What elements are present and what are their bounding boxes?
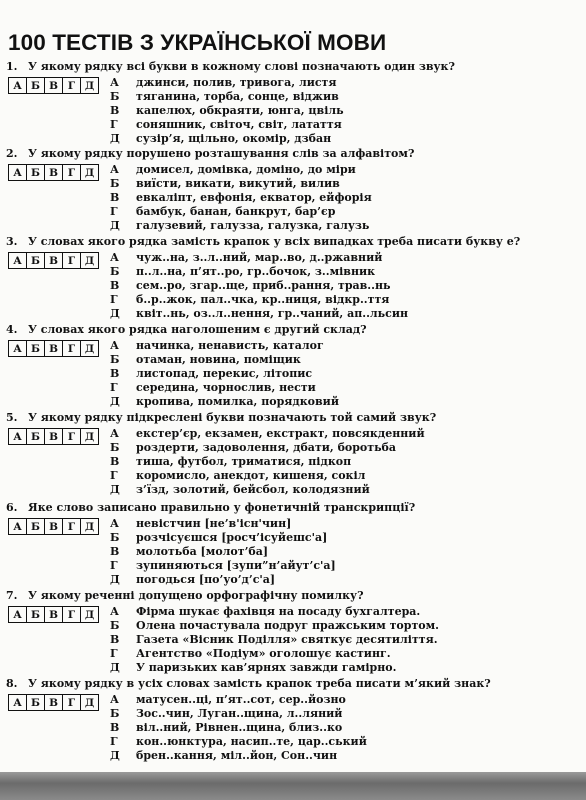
option-row bbox=[110, 132, 344, 146]
answer-cell[interactable]: А bbox=[9, 519, 27, 535]
question-label: У словах якого рядка наголошеним є другий склад? bbox=[28, 323, 367, 336]
answer-cell[interactable]: В bbox=[45, 341, 63, 357]
option-text: чуж..на, з..л..ний, мар..во, д..ржавний bbox=[136, 251, 383, 264]
option-text: віл..ний, Рівнен..щина, близ..ко bbox=[136, 721, 343, 734]
option-text: Фірма шукає фахівця на посаду бухгалтера. bbox=[136, 605, 421, 618]
answer-cell[interactable]: Г bbox=[63, 78, 81, 94]
option-text: начинка, ненависть, каталог bbox=[136, 339, 324, 352]
answer-cell[interactable]: Д bbox=[81, 78, 99, 94]
option-letter: Г bbox=[110, 735, 118, 748]
option-row bbox=[110, 573, 336, 587]
answer-grid bbox=[8, 694, 99, 711]
option-text: розчісуєшся [росч’ісуйешс'а] bbox=[136, 531, 328, 544]
question-text bbox=[6, 501, 415, 514]
answer-cell[interactable]: В bbox=[45, 695, 63, 711]
option-row bbox=[110, 104, 344, 118]
question-text bbox=[6, 677, 491, 690]
options-list bbox=[110, 693, 367, 763]
answer-grid bbox=[8, 164, 99, 181]
answer-cell[interactable]: Б bbox=[27, 165, 45, 181]
answer-cell[interactable]: Б bbox=[27, 695, 45, 711]
option-row bbox=[110, 279, 408, 293]
option-row bbox=[110, 483, 425, 497]
option-text: джинси, полив, тривога, листя bbox=[136, 76, 337, 89]
option-row bbox=[110, 219, 372, 233]
answer-cell[interactable]: Б bbox=[27, 341, 45, 357]
option-letter: А bbox=[110, 605, 119, 618]
option-text: соняшник, світоч, світ, латаття bbox=[136, 118, 342, 131]
option-row bbox=[110, 647, 439, 661]
option-text: б..р..жок, пал..чка, кр..ниця, відкр..ття bbox=[136, 293, 390, 306]
option-text: Газета «Вісник Поділля» святкує десятиліття. bbox=[136, 633, 438, 646]
option-row bbox=[110, 353, 339, 367]
option-text: кропива, помилка, порядковий bbox=[136, 395, 339, 408]
option-text: галузевий, галузза, галузка, галузь bbox=[136, 219, 370, 232]
answer-cell[interactable]: В bbox=[45, 253, 63, 269]
answer-cell[interactable]: В bbox=[45, 429, 63, 445]
question-label: Яке слово записано правильно у фонетичній транскрипції? bbox=[28, 501, 416, 514]
option-text: виїсти, викати, викутий, вилив bbox=[136, 177, 340, 190]
options-list bbox=[110, 251, 408, 321]
option-text: екстер’єр, екзамен, екстракт, повсякденний bbox=[136, 427, 425, 440]
option-letter: Б bbox=[110, 531, 120, 544]
option-row bbox=[110, 545, 336, 559]
option-row bbox=[110, 749, 367, 763]
option-letter: Б bbox=[110, 353, 120, 366]
option-text: молотьба [молот’ба] bbox=[136, 545, 269, 558]
option-row bbox=[110, 605, 439, 619]
question-label: У якому рядку підкреслені букви позначають той самий звук? bbox=[28, 411, 437, 424]
question-number: 3. bbox=[6, 235, 18, 248]
option-text: тиша, футбол, триматися, підкоп bbox=[136, 455, 352, 468]
option-text: брен..кання, міл..йон, Сон..чин bbox=[136, 749, 338, 762]
option-row bbox=[110, 517, 336, 531]
option-row bbox=[110, 90, 344, 104]
answer-cell[interactable]: Г bbox=[63, 429, 81, 445]
option-text: домисел, домівка, доміно, до міри bbox=[136, 163, 356, 176]
question-number: 2. bbox=[6, 147, 18, 160]
answer-cell[interactable]: Д bbox=[81, 341, 99, 357]
option-letter: В bbox=[110, 279, 120, 292]
answer-cell[interactable]: Б bbox=[27, 607, 45, 623]
option-letter: А bbox=[110, 163, 119, 176]
option-row bbox=[110, 721, 367, 735]
answer-grid bbox=[8, 340, 99, 357]
option-text: п..л..на, п’ят..ро, гр..бочок, з..мівник bbox=[136, 265, 376, 278]
option-row bbox=[110, 118, 344, 132]
option-letter: В bbox=[110, 104, 120, 117]
option-letter: А bbox=[110, 76, 119, 89]
option-row bbox=[110, 177, 372, 191]
option-text: роздерти, задоволення, дбати, боротьба bbox=[136, 441, 397, 454]
answer-cell[interactable]: В bbox=[45, 78, 63, 94]
options-list bbox=[110, 605, 439, 675]
answer-cell[interactable]: А bbox=[9, 165, 27, 181]
answer-cell[interactable]: Б bbox=[27, 78, 45, 94]
answer-grid bbox=[8, 606, 99, 623]
option-row bbox=[110, 251, 408, 265]
option-letter: Д bbox=[110, 395, 120, 408]
question-label: У якому рядку порушено розташування слів за алфавітом? bbox=[28, 147, 415, 160]
answer-cell[interactable]: А bbox=[9, 429, 27, 445]
option-letter: В bbox=[110, 367, 120, 380]
option-row bbox=[110, 367, 339, 381]
question-text bbox=[6, 147, 414, 160]
option-letter: А bbox=[110, 339, 119, 352]
option-row bbox=[110, 469, 425, 483]
option-row bbox=[110, 427, 425, 441]
option-letter: Д bbox=[110, 573, 120, 586]
question-number: 4. bbox=[6, 323, 18, 336]
answer-cell[interactable]: А bbox=[9, 695, 27, 711]
answer-cell[interactable]: В bbox=[45, 519, 63, 535]
answer-cell[interactable]: Г bbox=[63, 519, 81, 535]
option-letter: В bbox=[110, 191, 120, 204]
option-text: капелюх, обкраяти, юнга, цвіль bbox=[136, 104, 344, 117]
question-text bbox=[6, 60, 455, 73]
option-text: Зос..чин, Луган..щина, л..ляний bbox=[136, 707, 343, 720]
option-letter: Г bbox=[110, 381, 118, 394]
question-label: У якому реченні допущено орфографічну помилку? bbox=[28, 589, 364, 602]
option-row bbox=[110, 76, 344, 90]
option-letter: Д bbox=[110, 749, 120, 762]
option-row bbox=[110, 661, 439, 675]
option-letter: Д bbox=[110, 661, 120, 674]
option-text: евкаліпт, евфонія, екватор, ейфорія bbox=[136, 191, 372, 204]
option-text: з’їзд, золотий, бейсбол, колодязний bbox=[136, 483, 370, 496]
answer-cell[interactable]: А bbox=[9, 607, 27, 623]
option-letter: Г bbox=[110, 469, 118, 482]
answer-cell[interactable]: Г bbox=[63, 695, 81, 711]
scan-edge bbox=[0, 772, 586, 800]
option-text: сем..ро, згар..ще, приб..рання, трав..нь bbox=[136, 279, 391, 292]
options-list bbox=[110, 163, 372, 233]
answer-cell[interactable]: Д bbox=[81, 607, 99, 623]
answer-cell[interactable]: А bbox=[9, 341, 27, 357]
question-text bbox=[6, 323, 367, 336]
option-letter: А bbox=[110, 251, 119, 264]
option-row bbox=[110, 307, 408, 321]
options-list bbox=[110, 76, 344, 146]
answer-cell[interactable]: Б bbox=[27, 429, 45, 445]
answer-grid bbox=[8, 518, 99, 535]
answer-cell[interactable]: Д bbox=[81, 519, 99, 535]
option-text: тяганина, торба, сонце, віджив bbox=[136, 90, 339, 103]
option-letter: В bbox=[110, 545, 120, 558]
option-row bbox=[110, 455, 425, 469]
option-text: листопад, перекис, літопис bbox=[136, 367, 313, 380]
option-text: бамбук, банан, банкрут, бар’єр bbox=[136, 205, 336, 218]
question-number: 6. bbox=[6, 501, 18, 514]
options-list bbox=[110, 427, 425, 497]
option-letter: Б bbox=[110, 90, 120, 103]
answer-cell[interactable]: Д bbox=[81, 165, 99, 181]
answer-cell[interactable]: Д bbox=[81, 253, 99, 269]
option-text: сузір’я, щільно, окомір, дзбан bbox=[136, 132, 332, 145]
option-row bbox=[110, 693, 367, 707]
answer-cell[interactable]: В bbox=[45, 165, 63, 181]
answer-grid bbox=[8, 77, 99, 94]
answer-cell[interactable]: Г bbox=[63, 341, 81, 357]
option-text: кон..юнктура, насип..те, цар..ський bbox=[136, 735, 367, 748]
option-row bbox=[110, 735, 367, 749]
option-row bbox=[110, 293, 408, 307]
answer-cell[interactable]: Д bbox=[81, 695, 99, 711]
answer-cell[interactable]: А bbox=[9, 78, 27, 94]
answer-cell[interactable]: В bbox=[45, 607, 63, 623]
answer-cell[interactable]: Г bbox=[63, 607, 81, 623]
answer-grid bbox=[8, 428, 99, 445]
option-letter: В bbox=[110, 633, 120, 646]
option-text: погодься [по’уо’д’с'а] bbox=[136, 573, 276, 586]
option-row bbox=[110, 633, 439, 647]
option-letter: Б bbox=[110, 177, 120, 190]
answer-grid bbox=[8, 252, 99, 269]
option-row bbox=[110, 163, 372, 177]
option-text: У паризьких кав’ярнях завжди гамірно. bbox=[136, 661, 397, 674]
question-number: 5. bbox=[6, 411, 18, 424]
option-text: Агентство «Подіум» оголошує кастинг. bbox=[136, 647, 391, 660]
option-row bbox=[110, 395, 339, 409]
option-letter: А bbox=[110, 427, 119, 440]
option-letter: Б bbox=[110, 441, 120, 454]
option-letter: Б bbox=[110, 707, 120, 720]
option-text: Олена почастувала подруг пражським тортом. bbox=[136, 619, 439, 632]
answer-cell[interactable]: Д bbox=[81, 429, 99, 445]
question-label: У якому рядку всі букви в кожному слові позначають один звук? bbox=[28, 60, 455, 73]
question-text bbox=[6, 411, 436, 424]
answer-cell[interactable]: Г bbox=[63, 165, 81, 181]
option-text: середина, чорнослив, нести bbox=[136, 381, 316, 394]
question-number: 8. bbox=[6, 677, 18, 690]
option-letter: А bbox=[110, 517, 119, 530]
option-row bbox=[110, 531, 336, 545]
option-row bbox=[110, 205, 372, 219]
option-letter: Д bbox=[110, 307, 120, 320]
option-letter: Г bbox=[110, 559, 118, 572]
page-title: 100 ТЕСТІВ З УКРАЇНСЬКОЇ МОВИ bbox=[8, 30, 387, 55]
option-row bbox=[110, 265, 408, 279]
option-letter: Д bbox=[110, 219, 120, 232]
question-label: У якому рядку в усіх словах замість крапок треба писати м’який знак? bbox=[28, 677, 491, 690]
option-letter: Г bbox=[110, 118, 118, 131]
answer-cell[interactable]: Б bbox=[27, 253, 45, 269]
question-label: У словах якого рядка замість крапок у всіх випадках треба писати букву е? bbox=[28, 235, 521, 248]
option-letter: Г bbox=[110, 205, 118, 218]
option-text: квіт..нь, оз..л..нення, гр..чаний, ап..льсин bbox=[136, 307, 409, 320]
option-letter: В bbox=[110, 721, 120, 734]
question-number: 1. bbox=[6, 60, 18, 73]
option-text: невістчин [не’в'існ'чин] bbox=[136, 517, 292, 530]
option-text: матусен..ці, п’ят..сот, сер..йозно bbox=[136, 693, 346, 706]
answer-cell[interactable]: А bbox=[9, 253, 27, 269]
question-text bbox=[6, 589, 364, 602]
option-row bbox=[110, 441, 425, 455]
question-text bbox=[6, 235, 520, 248]
answer-cell[interactable]: Б bbox=[27, 519, 45, 535]
option-letter: Г bbox=[110, 647, 118, 660]
option-text: отаман, новина, поміщик bbox=[136, 353, 301, 366]
option-row bbox=[110, 559, 336, 573]
options-list bbox=[110, 517, 336, 587]
option-row bbox=[110, 707, 367, 721]
option-letter: Г bbox=[110, 293, 118, 306]
option-letter: В bbox=[110, 455, 120, 468]
options-list bbox=[110, 339, 339, 409]
option-row bbox=[110, 381, 339, 395]
option-text: зупиняються [зупи”н’айут’с'а] bbox=[136, 559, 336, 572]
option-letter: Д bbox=[110, 483, 120, 496]
option-letter: Б bbox=[110, 619, 120, 632]
question-number: 7. bbox=[6, 589, 18, 602]
option-letter: Б bbox=[110, 265, 120, 278]
answer-cell[interactable]: Г bbox=[63, 253, 81, 269]
option-row bbox=[110, 339, 339, 353]
option-row bbox=[110, 191, 372, 205]
option-letter: А bbox=[110, 693, 119, 706]
option-text: коромисло, анекдот, кишеня, сокіл bbox=[136, 469, 366, 482]
option-letter: Д bbox=[110, 132, 120, 145]
option-row bbox=[110, 619, 439, 633]
